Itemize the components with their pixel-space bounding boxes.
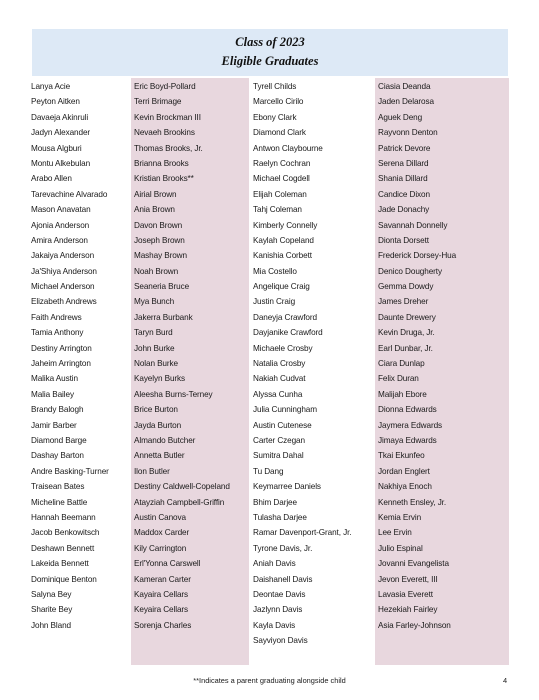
graduate-name: Diamond Barge xyxy=(31,435,87,445)
graduate-name: Nolan Burke xyxy=(134,359,178,369)
graduate-name: Elijah Coleman xyxy=(253,189,307,199)
graduate-name: Kayaira Cellars xyxy=(134,589,189,599)
graduate-name: Shania Dillard xyxy=(378,174,428,184)
graduate-name: Raelyn Cochran xyxy=(253,158,311,168)
graduate-name: Jevon Everett, III xyxy=(378,574,438,584)
page-subtitle: Eligible Graduates xyxy=(221,54,319,68)
graduate-name: James Dreher xyxy=(378,297,429,307)
graduate-name: Dominique Benton xyxy=(31,574,97,584)
graduate-name: Erl'Yonna Carswell xyxy=(134,559,201,569)
graduate-name: Marcello Cirilo xyxy=(253,97,304,107)
graduate-name: Keymarree Daniels xyxy=(253,482,321,492)
graduate-name: Destiny Caldwell-Copeland xyxy=(134,482,230,492)
page-title: Class of 2023 xyxy=(235,35,305,49)
graduate-name: Airial Brown xyxy=(134,189,177,199)
graduate-name: Malijah Ebore xyxy=(378,389,427,399)
graduate-name: Kayelyn Burks xyxy=(134,374,186,384)
graduate-name: Destiny Arrington xyxy=(31,343,92,353)
graduate-name: Montu Alkebulan xyxy=(31,158,91,168)
graduate-name: Micheline Battle xyxy=(31,497,88,507)
graduate-name: Atayziah Campbell-Griffin xyxy=(134,497,225,507)
graduate-name: Diamond Clark xyxy=(253,128,306,138)
graduate-name: Ebony Clark xyxy=(253,112,297,122)
graduate-name: Austin Canova xyxy=(134,512,186,522)
graduate-name: Jade Donachy xyxy=(378,205,430,215)
graduate-name: Mason Anavatan xyxy=(31,205,91,215)
graduate-name: Lakeida Bennett xyxy=(31,559,89,569)
graduate-name: Ja'Shiya Anderson xyxy=(31,266,97,276)
graduate-name: Bhim Darjee xyxy=(253,497,297,507)
graduate-name: Terri Brimage xyxy=(134,97,182,107)
graduate-name: Lanya Acie xyxy=(31,82,71,91)
graduate-name: Dionta Dorsett xyxy=(378,235,429,245)
graduate-name: Mia Costello xyxy=(253,266,297,276)
graduate-name: Antwon Claybourne xyxy=(253,143,323,153)
graduate-name: Dayjanike Crawford xyxy=(253,328,323,338)
graduate-name: Natalia Crosby xyxy=(253,359,306,369)
graduate-name: Kameran Carter xyxy=(134,574,191,584)
graduate-name: Tahj Coleman xyxy=(253,205,302,215)
graduate-name: Elizabeth Andrews xyxy=(31,297,97,307)
graduate-name: Ciasia Deanda xyxy=(378,82,431,91)
graduate-name: Thomas Brooks, Jr. xyxy=(134,143,203,153)
graduate-name: Dashay Barton xyxy=(31,451,84,461)
graduate-name: Traisean Bates xyxy=(31,482,85,492)
graduate-name: Felix Duran xyxy=(378,374,419,384)
graduate-name: Michael Anderson xyxy=(31,282,95,292)
graduate-name: Malia Bailey xyxy=(31,389,74,399)
graduate-name: Keyaira Cellars xyxy=(134,605,189,615)
graduate-name: Jaden Delarosa xyxy=(378,97,434,107)
graduate-name: Rayvonn Denton xyxy=(378,128,438,138)
graduate-name: Kevin Brockman III xyxy=(134,112,201,122)
graduate-name: Nevaeh Brookins xyxy=(134,128,195,138)
graduate-name: Lavasia Everett xyxy=(378,589,433,599)
graduate-name: Tyrone Davis, Jr. xyxy=(253,543,313,553)
graduate-name: Tarevachine Alvarado xyxy=(31,189,108,199)
graduate-name: Kanishia Corbett xyxy=(253,251,312,261)
page-number: 4 xyxy=(503,676,508,685)
graduate-name: Jadyn Alexander xyxy=(31,128,91,138)
graduate-name: Kenneth Ensley, Jr. xyxy=(378,497,447,507)
graduate-name: Kristian Brooks** xyxy=(134,174,194,184)
graduate-name: Daneyja Crawford xyxy=(253,312,317,322)
graduate-name: John Burke xyxy=(134,343,175,353)
name-column-2 xyxy=(134,79,230,633)
graduate-name: Tkai Ekunfeo xyxy=(378,451,425,461)
graduate-name: Brandy Balogh xyxy=(31,405,84,415)
graduate-name: Aniah Davis xyxy=(253,559,296,569)
graduate-name: Julia Cunningham xyxy=(253,405,317,415)
graduate-name: Savannah Donnelly xyxy=(378,220,448,230)
graduate-name: Sayviyon Davis xyxy=(253,636,308,646)
graduate-name: Jazlynn Davis xyxy=(253,605,303,615)
graduate-name: Kayla Davis xyxy=(253,620,296,630)
graduate-name: Joseph Brown xyxy=(134,235,185,245)
graduate-name: Earl Dunbar, Jr. xyxy=(378,343,433,353)
graduate-name: Jovanni Evangelista xyxy=(378,559,449,569)
graduate-name: Deshawn Bennett xyxy=(31,543,95,553)
graduate-name: Ilon Butler xyxy=(134,466,170,476)
graduate-name: Arabo Allen xyxy=(31,174,72,184)
graduate-name: Kily Carrington xyxy=(134,543,187,553)
graduate-name: Kemia Ervin xyxy=(378,512,422,522)
graduate-name: Jakaiya Anderson xyxy=(31,251,95,261)
graduate-name: Davaeja Akinruli xyxy=(31,112,89,122)
graduate-name: John Bland xyxy=(31,620,71,630)
graduate-name: Mashay Brown xyxy=(134,251,187,261)
graduate-name: Deontae Davis xyxy=(253,589,306,599)
graduate-name: Gemma Dowdy xyxy=(378,282,434,292)
graduate-name: Sorenja Charles xyxy=(134,620,192,630)
graduate-name: Daishanell Davis xyxy=(253,574,313,584)
graduate-name: Mya Bunch xyxy=(134,297,175,307)
graduate-name: Dionna Edwards xyxy=(378,405,437,415)
graduate-name: Kimberly Connelly xyxy=(253,220,318,230)
graduate-name: Jaheim Arrington xyxy=(31,359,91,369)
graduate-name: Tulasha Darjee xyxy=(253,512,307,522)
graduate-name: Nakhiya Enoch xyxy=(378,482,432,492)
graduate-name: Jimaya Edwards xyxy=(378,435,437,445)
graduate-name: Jaymera Edwards xyxy=(378,420,443,430)
graduate-name: Salyna Bey xyxy=(31,589,72,599)
graduate-name: Kaylah Copeland xyxy=(253,235,314,245)
graduate-name: Ciara Dunlap xyxy=(378,359,425,369)
graduate-name: Michaele Crosby xyxy=(253,343,313,353)
graduate-name: Julio Espinal xyxy=(378,543,423,553)
graduate-name: Daunte Drewery xyxy=(378,312,436,322)
graduate-name: Eric Boyd-Pollard xyxy=(134,82,196,91)
graduate-name: Ania Brown xyxy=(134,205,175,215)
name-column-1 xyxy=(31,79,109,633)
graduate-name: Almando Butcher xyxy=(134,435,196,445)
graduate-name: Hezekiah Fairley xyxy=(378,605,438,615)
graduate-name: Hannah Beemann xyxy=(31,512,96,522)
graduate-name: Carter Czegan xyxy=(253,435,305,445)
graduate-name: Michael Cogdell xyxy=(253,174,310,184)
graduate-name: Kevin Druga, Jr. xyxy=(378,328,435,338)
graduate-name: Serena Dillard xyxy=(378,158,429,168)
graduate-name: Jacob Benkowitsch xyxy=(31,528,100,538)
graduate-name: Malika Austin xyxy=(31,374,78,384)
graduate-name: Candice Dixon xyxy=(378,189,430,199)
graduate-name: Nakiah Cudvat xyxy=(253,374,306,384)
graduate-name: Andre Basking-Turner xyxy=(31,466,109,476)
graduate-name: Davon Brown xyxy=(134,220,183,230)
graduate-name: Sharite Bey xyxy=(31,605,73,615)
graduate-name: Mousa Algburi xyxy=(31,143,82,153)
header-banner xyxy=(32,29,508,76)
graduate-name: Ramar Davenport-Grant, Jr. xyxy=(253,528,352,538)
graduate-name: Tyrell Childs xyxy=(253,82,297,91)
name-column-4 xyxy=(378,79,456,633)
graduate-name: Ajonia Anderson xyxy=(31,220,90,230)
graduate-name: Aguek Deng xyxy=(378,112,423,122)
graduate-name: Alyssa Cunha xyxy=(253,389,303,399)
graduate-name: Taryn Burd xyxy=(134,328,173,338)
graduate-name: Sumitra Dahal xyxy=(253,451,304,461)
graduate-name: Faith Andrews xyxy=(31,312,82,322)
graduate-name: Tu Dang xyxy=(253,466,284,476)
graduate-name: Aleesha Burns-Terney xyxy=(134,389,213,399)
graduate-name: Angelique Craig xyxy=(253,282,310,292)
graduate-name: Frederick Dorsey-Hua xyxy=(378,251,457,261)
graduate-name: Noah Brown xyxy=(134,266,179,276)
graduate-name: Peyton Aitken xyxy=(31,97,80,107)
graduate-name: Asia Farley-Johnson xyxy=(378,620,451,630)
graduate-name: Amira Anderson xyxy=(31,235,88,245)
graduate-name: Brianna Brooks xyxy=(134,158,189,168)
graduate-name: Brice Burton xyxy=(134,405,178,415)
graduate-name: Maddox Carder xyxy=(134,528,190,538)
graduate-name: Jayda Burton xyxy=(134,420,182,430)
graduate-name: Annetta Butler xyxy=(134,451,185,461)
graduate-name: Denico Dougherty xyxy=(378,266,442,276)
graduate-name: Justin Craig xyxy=(253,297,296,307)
graduate-name: Seaneria Bruce xyxy=(134,282,190,292)
graduate-name: Jakerra Burbank xyxy=(134,312,193,322)
graduate-name: Jordan Englert xyxy=(378,466,430,476)
graduate-name: Tamia Anthony xyxy=(31,328,84,338)
graduate-name: Patrick Devore xyxy=(378,143,431,153)
graduate-name: Jamir Barber xyxy=(31,420,77,430)
graduate-name: Austin Cutenese xyxy=(253,420,312,430)
footnote: **Indicates a parent graduating alongside child xyxy=(193,676,346,685)
name-column-3 xyxy=(253,79,351,648)
graduate-name: Lee Ervin xyxy=(378,528,412,538)
